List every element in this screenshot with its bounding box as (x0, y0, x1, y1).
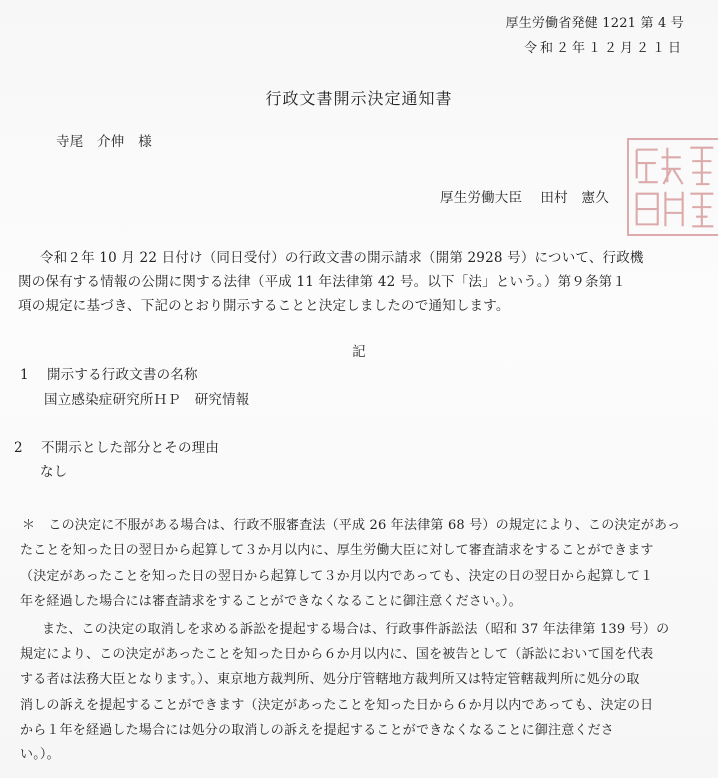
note-line: また、この決定の取消しを求める訴訟を提起する場合は、行政事件訴訟法（昭和 37 年法律第 139 号）の (42, 622, 670, 637)
document-title: 行政文書開示決定通知書 (265, 89, 453, 108)
body-line: 項の規定に基づき、下記のとおり開示することと決定しましたので通知します。 (18, 298, 510, 314)
body-line: 令和２年 10 月 22 日付け（同日受付）の行政文書の開示請求（開第 2928 号）について、行政機 (40, 250, 644, 266)
note-line: 規定により、この決定があったことを知った日から６か月以内に、国を被告として（訴訟において国を代表 (20, 647, 654, 662)
recipient-name: 寺尾 介伸 様 (56, 134, 152, 150)
section-1-heading: 1 開示する行政文書の名称 (20, 367, 198, 383)
note-line: ＊ この決定に不服がある場合は、行政不服審査法（平成 26 年法律第 68 号）の規定により、この決定があっ (22, 518, 681, 533)
official-seal-icon (627, 138, 718, 236)
document-date: 令和２年１２月２１日 (523, 41, 684, 56)
note-line: 消しの訴えを提起することができます（決定があったことを知った日から６か月以内であっても、決定の日 (20, 698, 654, 713)
note-line: から１年を経過した場合には処分の取消しの訴えを提起することができなくなることに御注意くださ (20, 723, 615, 738)
ki-heading: 記 (352, 344, 366, 360)
note-line: する者は法務大臣となります。）、東京地方裁判所、処分庁管轄地方裁判所又は特定管轄裁判所に処分の取 (20, 672, 640, 687)
section-1-value: 国立感染症研究所ＨＰ 研究情報 (44, 392, 250, 408)
body-line: 関の保有する情報の公開に関する法律（平成 11 年法律第 42 号。以下「法」という。）第９条第１ (18, 274, 627, 290)
section-2-value: なし (40, 464, 68, 480)
note-line: たことを知った日の翌日から起算して３か月以内に、厚生労働大臣に対して審査請求をすることができます (20, 543, 654, 558)
note-line: （決定があったことを知った日の翌日から起算して３か月以内であっても、決定の日の翌日から起算して１ (20, 569, 654, 584)
note-line: 年を経過した場合には審査請求をすることができなくなることに御注意ください。）。 (20, 594, 522, 609)
document-number: 厚生労働省発健 1221 第 4 号 (505, 16, 684, 31)
section-2-heading: 2 不開示とした部分とその理由 (14, 440, 220, 456)
note-line: い。）。 (20, 747, 60, 762)
sender-name: 厚生労働大臣 田村 憲久 (440, 190, 609, 206)
